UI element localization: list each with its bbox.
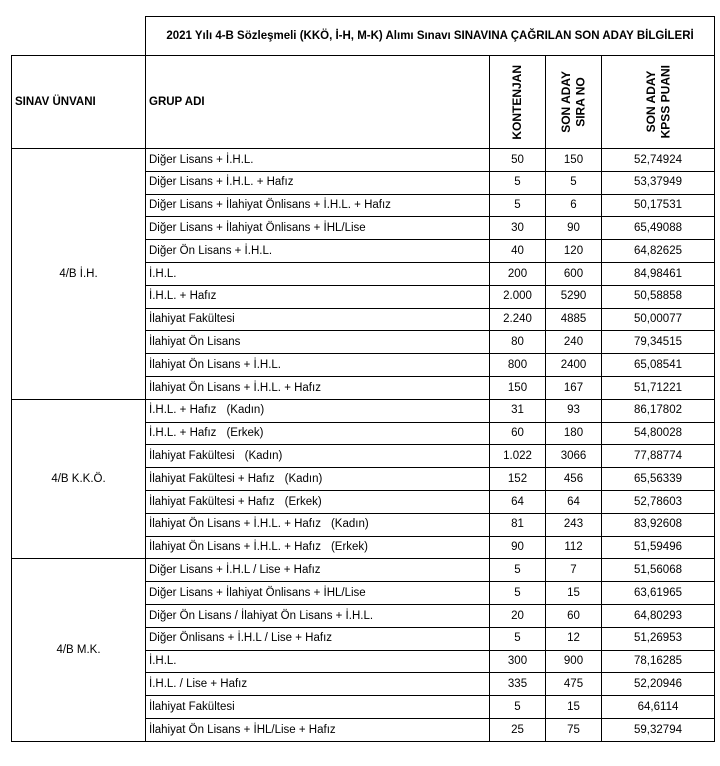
sira-no-cell: 64 <box>546 490 602 513</box>
kpss-puani-cell: 63,61965 <box>602 582 715 605</box>
grup-note-text: (Kadın) <box>330 518 369 531</box>
kontenjan-cell: 20 <box>490 604 546 627</box>
grup-note-text: (Erkek) <box>284 495 322 508</box>
sira-no-cell: 4885 <box>546 308 602 331</box>
sira-no-cell: 6 <box>546 194 602 217</box>
sira-no-cell: 120 <box>546 240 602 263</box>
grup-note-text: (Kadın) <box>244 449 283 462</box>
grup-adi-cell <box>146 149 490 172</box>
grup-adi-text: İ.H.L. + Hafız <box>149 404 217 417</box>
grup-adi-cell <box>146 468 490 491</box>
kpss-puani-cell: 65,56339 <box>602 468 715 491</box>
kpss-puani-cell: 50,58858 <box>602 285 715 308</box>
grup-adi-text: İ.H.L. + Hafız <box>149 290 217 303</box>
grup-adi-text: İlahiyat Fakültesi <box>149 313 235 326</box>
grup-adi-text: İlahiyat Ön Lisans + İ.H.L. + Hafız <box>149 381 321 394</box>
grup-adi-cell <box>146 490 490 513</box>
sira-no-cell: 75 <box>546 718 602 741</box>
grup-adi-text: Diğer Ön Lisans / İlahiyat Ön Lisans + İ.H.L. <box>149 609 374 622</box>
grup-adi-text: İ.H.L. + Hafız <box>149 427 217 440</box>
kontenjan-cell: 335 <box>490 673 546 696</box>
grup-adi-text: İ.H.L. / Lise + Hafız <box>149 677 248 690</box>
grup-adi-text: Diğer Ön Lisans + İ.H.L. <box>149 244 273 257</box>
grup-adi-cell <box>146 331 490 354</box>
grup-adi-cell <box>146 262 490 285</box>
kontenjan-cell: 60 <box>490 422 546 445</box>
sira-no-cell: 93 <box>546 399 602 422</box>
sira-no-cell: 240 <box>546 331 602 354</box>
sira-no-cell: 243 <box>546 513 602 536</box>
header-son-aday-sira-no: SON ADAY SIRA NO <box>559 71 588 133</box>
grup-adi-cell <box>146 627 490 650</box>
kpss-puani-cell: 52,78603 <box>602 490 715 513</box>
sira-no-cell: 180 <box>546 422 602 445</box>
kontenjan-cell: 31 <box>490 399 546 422</box>
kpss-puani-cell: 51,26953 <box>602 627 715 650</box>
kontenjan-cell: 300 <box>490 650 546 673</box>
kpss-puani-cell: 86,17802 <box>602 399 715 422</box>
kpss-puani-cell: 79,34515 <box>602 331 715 354</box>
kontenjan-cell: 50 <box>490 149 546 172</box>
sinav-unvani-cell: 4/B K.K.Ö. <box>12 399 146 559</box>
grup-note-text: (Kadın) <box>284 472 323 485</box>
sira-no-cell: 3066 <box>546 445 602 468</box>
table-title: 2021 Yılı 4-B Sözleşmeli (KKÖ, İ-H, M-K) Alımı Sınavı SINAVINA ÇAĞRILAN SON ADAY BİLGİLERİ <box>146 17 715 56</box>
kpss-puani-cell: 50,00077 <box>602 308 715 331</box>
kpss-puani-cell: 64,6114 <box>602 696 715 719</box>
kontenjan-cell: 150 <box>490 376 546 399</box>
kontenjan-cell: 80 <box>490 331 546 354</box>
grup-adi-text: Diğer Önlisans + İ.H.L / Lise + Hafız <box>149 632 333 645</box>
kpss-puani-cell: 84,98461 <box>602 262 715 285</box>
grup-adi-text: İlahiyat Ön Lisans + İ.H.L. + Hafız <box>149 518 321 531</box>
kontenjan-cell: 25 <box>490 718 546 741</box>
grup-adi-text: İlahiyat Ön Lisans + İ.H.L. + Hafız <box>149 541 321 554</box>
grup-adi-text: Diğer Lisans + İlahiyat Önlisans + İHL/Lise <box>149 586 366 599</box>
table-row <box>12 399 715 422</box>
grup-adi-text: İlahiyat Ön Lisans + İHL/Lise + Hafız <box>149 723 336 736</box>
kpss-puani-cell: 65,49088 <box>602 217 715 240</box>
sira-no-cell: 15 <box>546 582 602 605</box>
grup-adi-text: İlahiyat Fakültesi <box>149 449 235 462</box>
sira-no-cell: 475 <box>546 673 602 696</box>
grup-adi-text: İlahiyat Fakültesi + Hafız <box>149 472 275 485</box>
sira-no-cell: 900 <box>546 650 602 673</box>
grup-adi-cell <box>146 240 490 263</box>
sira-no-cell: 60 <box>546 604 602 627</box>
grup-adi-text: İ.H.L. <box>149 655 177 668</box>
grup-adi-text: Diğer Lisans + İ.H.L / Lise + Hafız <box>149 563 321 576</box>
kpss-puani-cell: 59,32794 <box>602 718 715 741</box>
grup-note-text: (Kadın) <box>226 404 265 417</box>
kpss-puani-cell: 54,80028 <box>602 422 715 445</box>
grup-adi-cell <box>146 376 490 399</box>
kpss-puani-cell: 50,17531 <box>602 194 715 217</box>
sira-no-cell: 600 <box>546 262 602 285</box>
kontenjan-cell: 5 <box>490 194 546 217</box>
grup-adi-cell <box>146 308 490 331</box>
kontenjan-cell: 1.022 <box>490 445 546 468</box>
kontenjan-cell: 81 <box>490 513 546 536</box>
table-body <box>12 149 715 742</box>
sira-no-cell: 112 <box>546 536 602 559</box>
kontenjan-cell: 5 <box>490 627 546 650</box>
sira-no-cell: 15 <box>546 696 602 719</box>
header-grup-adi: GRUP ADI <box>146 56 490 149</box>
grup-adi-text: Diğer Lisans + İlahiyat Önlisans + İHL/Lise <box>149 221 366 234</box>
kpss-puani-cell: 52,74924 <box>602 149 715 172</box>
kpss-puani-cell: 64,82625 <box>602 240 715 263</box>
kontenjan-cell: 30 <box>490 217 546 240</box>
kpss-puani-cell: 53,37949 <box>602 171 715 194</box>
sira-no-cell: 167 <box>546 376 602 399</box>
header-kontenjan: KONTENJAN <box>510 64 525 140</box>
grup-note-text: (Erkek) <box>330 541 369 554</box>
kontenjan-cell: 5 <box>490 582 546 605</box>
kontenjan-cell: 90 <box>490 536 546 559</box>
grup-adi-cell <box>146 513 490 536</box>
grup-adi-cell <box>146 582 490 605</box>
grup-adi-text: İlahiyat Ön Lisans + İ.H.L. <box>149 358 281 371</box>
header-sira-no-cell <box>546 56 602 149</box>
sira-no-cell: 90 <box>546 217 602 240</box>
grup-adi-text: İ.H.L. <box>149 267 177 280</box>
sira-no-cell: 5 <box>546 171 602 194</box>
grup-adi-cell <box>146 171 490 194</box>
grup-adi-text: İlahiyat Ön Lisans <box>149 335 241 348</box>
kontenjan-cell: 152 <box>490 468 546 491</box>
table-row <box>12 149 715 172</box>
sira-no-cell: 7 <box>546 559 602 582</box>
grup-adi-cell <box>146 399 490 422</box>
kpss-puani-cell: 77,88774 <box>602 445 715 468</box>
sira-no-cell: 12 <box>546 627 602 650</box>
grup-adi-cell <box>146 217 490 240</box>
sira-no-cell: 5290 <box>546 285 602 308</box>
sira-no-cell: 456 <box>546 468 602 491</box>
grup-note-text: (Erkek) <box>226 427 264 440</box>
table-row <box>12 559 715 582</box>
grup-adi-text: İlahiyat Fakültesi + Hafız <box>149 495 275 508</box>
kpss-puani-cell: 51,56068 <box>602 559 715 582</box>
kpss-puani-cell: 78,16285 <box>602 650 715 673</box>
grup-adi-cell <box>146 650 490 673</box>
kontenjan-cell: 40 <box>490 240 546 263</box>
grup-adi-cell <box>146 194 490 217</box>
kontenjan-cell: 5 <box>490 559 546 582</box>
corner-empty-cell <box>12 17 146 56</box>
sira-no-cell: 150 <box>546 149 602 172</box>
grup-adi-cell <box>146 559 490 582</box>
kontenjan-cell: 2.000 <box>490 285 546 308</box>
grup-adi-cell <box>146 718 490 741</box>
results-table <box>11 16 715 742</box>
sinav-unvani-cell: 4/B M.K. <box>12 559 146 741</box>
sinav-unvani-cell: 4/B İ.H. <box>12 149 146 400</box>
kpss-puani-cell: 64,80293 <box>602 604 715 627</box>
grup-adi-text: Diğer Lisans + İ.H.L. <box>149 153 254 166</box>
kontenjan-cell: 200 <box>490 262 546 285</box>
grup-adi-text: Diğer Lisans + İlahiyat Önlisans + İ.H.L. + Hafız <box>149 199 391 212</box>
grup-adi-cell <box>146 696 490 719</box>
kontenjan-cell: 5 <box>490 171 546 194</box>
grup-adi-cell <box>146 445 490 468</box>
kontenjan-cell: 2.240 <box>490 308 546 331</box>
sira-no-cell: 2400 <box>546 354 602 377</box>
grup-adi-text: İlahiyat Fakültesi <box>149 700 235 713</box>
kontenjan-cell: 5 <box>490 696 546 719</box>
header-sinav-unvani: SINAV ÜNVANI <box>12 56 146 149</box>
grup-adi-cell <box>146 604 490 627</box>
kpss-puani-cell: 83,92608 <box>602 513 715 536</box>
grup-adi-text: Diğer Lisans + İ.H.L. + Hafız <box>149 176 294 189</box>
kontenjan-cell: 800 <box>490 354 546 377</box>
grup-adi-cell <box>146 422 490 445</box>
kpss-puani-cell: 65,08541 <box>602 354 715 377</box>
grup-adi-cell <box>146 354 490 377</box>
kpss-puani-cell: 51,59496 <box>602 536 715 559</box>
grup-adi-cell <box>146 536 490 559</box>
kpss-puani-cell: 52,20946 <box>602 673 715 696</box>
header-kpss-cell <box>602 56 715 149</box>
grup-adi-cell <box>146 673 490 696</box>
header-kontenjan-cell <box>490 56 546 149</box>
header-son-aday-kpss-puani: SON ADAY KPSS PUANI <box>643 65 672 139</box>
kpss-puani-cell: 51,71221 <box>602 376 715 399</box>
kontenjan-cell: 64 <box>490 490 546 513</box>
grup-adi-cell <box>146 285 490 308</box>
